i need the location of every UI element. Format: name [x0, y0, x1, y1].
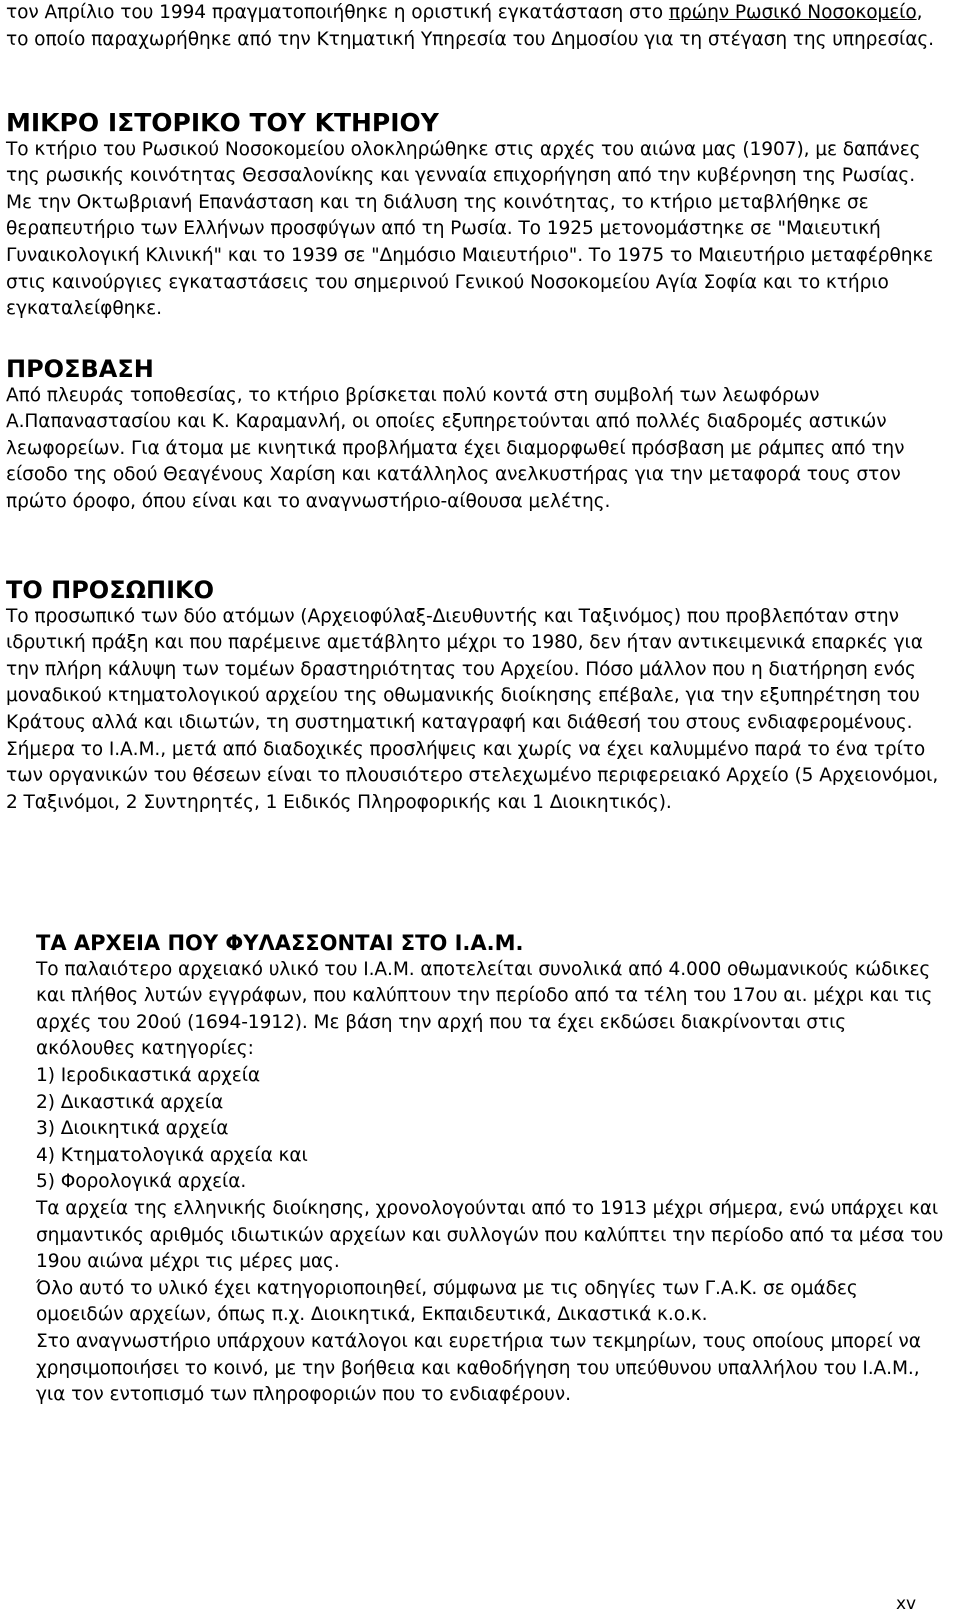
access-paragraph: Από πλευράς τοποθεσίας, το κτήριο βρίσκεται πολύ κοντά στη συμβολή των λεωφόρων Α.Παπαναστασίου και Κ. Καραμανλή, οι οποίες εξυπηρετούνται από πολλές διαδρομές αστικών λεωφορείων. Για άτομα με κινητικά προβλήματα έχει διαμορφωθεί πρόσβαση με ράμπες από την είσοδο της οδού Θεαγένους Χαρίση και κατάλληλος ανελκυστήρας για την μεταφορά τους στον πρώτο όροφο, όπου είναι και το αναγνωστήριο-αίθουσα μελέτης.: [6, 384, 905, 512]
archives-intro: Το παλαιότερο αρχειακό υλικό του Ι.Α.Μ. αποτελείται συνολικά από 4.000 οθωμανικούς κώδικες και πλήθος λυτών εγγράφων, που καλύπτουν την περίοδο από τα τέλη του 17ου αι. μέχρι και τις αρχές του 20ού (1694-1912). Με βάση την αρχή που τα έχει εκδώσει διακρίνονται στις ακόλουθες κατηγορίες:: [36, 958, 933, 1060]
archives-category-item: 1) Ιεροδικαστικά αρχεία: [36, 1064, 261, 1086]
staff-paragraph-2: Σήμερα το Ι.Α.Μ., μετά από διαδοχικές προσλήψεις και χωρίς να έχει καλυμμένο παρά το ένα τρίτο των οργανικών του θέσεων είναι το πλουσιότερο στελεχωμένο περιφερειακό Αρχείο (5 Αρχειονόμοι, 2 Ταξινόμοι, 2 Συντηρητές, 1 Ειδικός Πληροφορικής και 1 Διοικητικός).: [6, 738, 939, 813]
archives-category-item: 3) Διοικητικά αρχεία: [36, 1118, 229, 1140]
page-number: xv: [896, 1594, 917, 1614]
archives-heading: ΤΑ ΑΡΧΕΙΑ ΠΟΥ ΦΥΛΑΣΣΟΝΤΑΙ ΣΤΟ Ι.Α.Μ.: [36, 931, 524, 955]
intro-section: [6, 0, 946, 53]
access-heading: ΠΡΟΣΒΑΣΗ: [6, 355, 154, 383]
archives-category-item: 2) Δικαστικά αρχεία: [36, 1091, 224, 1113]
russian-hospital-link[interactable]: πρώην Ρωσικό Νοσοκομείο: [668, 2, 917, 23]
intro-paragraph: [6, 0, 946, 53]
staff-section: [6, 577, 946, 816]
staff-paragraph-1: Το προσωπικό των δύο ατόμων (Αρχειοφύλαξ-Διευθυντής και Ταξινόμος) που προβλεπόταν στην ιδρυτική πράξη και που παρέμεινε αμετάβλητο μέχρι το 1980, δεν ήταν αντικειμενικά επαρκές για την πλήρη κάλυψη των τομέων δραστηριότητας του Αρχείου. Πόσο μάλλον που η διατήρηση ενός μοναδικού κτηματολογικού αρχείου της οθωμανικής διοίκησης επέβαλε, για την εξυπηρέτηση του Κράτους αλλά και ιδιωτών, τη συστηματική καταγραφή και διάθεσή του στους ενδιαφερομένους.: [6, 605, 923, 733]
archives-classification-paragraph: Όλο αυτό το υλικό έχει κατηγοριοποιηθεί, σύμφωνα με τις οδηγίες των Γ.Α.Κ. σε ομάδες ομοειδών αρχείων, όπως π.χ. Διοικητικά, Εκπαιδευτικά, Δικαστικά κ.ο.κ.: [36, 1277, 858, 1326]
intro-text-start: τον Απρίλιο του 1994 πραγματοποιήθηκε η οριστική εγκατάσταση στο: [6, 2, 669, 23]
archives-section: [36, 930, 948, 1409]
history-heading: ΜΙΚΡΟ ΙΣΤΟΡΙΚΟ ΤΟΥ ΚΤΗΡΙΟΥ: [6, 108, 439, 137]
staff-heading: ΤΟ ΠΡΟΣΩΠΙΚΟ: [6, 576, 215, 604]
archives-reading-room-paragraph: Στο αναγνωστήριο υπάρχουν κατάλογοι και ευρετήρια των τεκμηρίων, τους οποίους μπορεί να χρησιμοποιήσει το κοινό, με την βοήθεια και καθοδήγηση του υπεύθυνου υπαλλήλου του Ι.Α.Μ., για τον εντοπισμό των πληροφοριών που το ενδιαφέρουν.: [36, 1330, 921, 1406]
history-section: [6, 110, 946, 323]
access-section: [6, 356, 946, 516]
archives-category-item: 4) Κτηματολογικά αρχεία και: [36, 1144, 308, 1166]
intro-text-end: , το οποίο παραχωρήθηκε από την Κτηματική Υπηρεσία του Δημοσίου για τη στέγαση της υπηρεσίας.: [6, 2, 934, 50]
history-paragraph: Το κτήριο του Ρωσικού Νοσοκομείου ολοκληρώθηκε στις αρχές του αιώνα μας (1907), με δαπάνες της ρωσικής κοινότητας Θεσσαλονίκης και γενναία επιχορήγηση από την κυβέρνηση της Ρωσίας. Με την Οκτωβριανή Επανάσταση και τη διάλυση της κοινότητας, το κτήριο μεταβλήθηκε σε θεραπευτήριο των Ελλήνων προσφύγων από τη Ρωσία. Το 1925 μετονομάστηκε σε "Μαιευτική Γυναικολογική Κλινική" και το 1939 σε "Δημόσιο Μαιευτήριο". Το 1975 το Μαιευτήριο μεταφέρθηκε στις καινούργιες εγκαταστάσεις του σημερινού Γενικού Νοσοκομείου Αγία Σοφία και το κτήριο εγκαταλείφθηκε.: [6, 138, 934, 320]
archives-greek-admin-paragraph: Τα αρχεία της ελληνικής διοίκησης, χρονολογούνται από το 1913 μέχρι σήμερα, ενώ υπάρχει και σημαντικός αριθμός ιδιωτικών αρχείων και συλλογών που καλύπτει την περίοδο από τα μέσα του 19ου αιώνα μέχρι τις μέρες μας.: [36, 1197, 944, 1273]
archives-category-item: 5) Φορολογικά αρχεία.: [36, 1171, 247, 1193]
